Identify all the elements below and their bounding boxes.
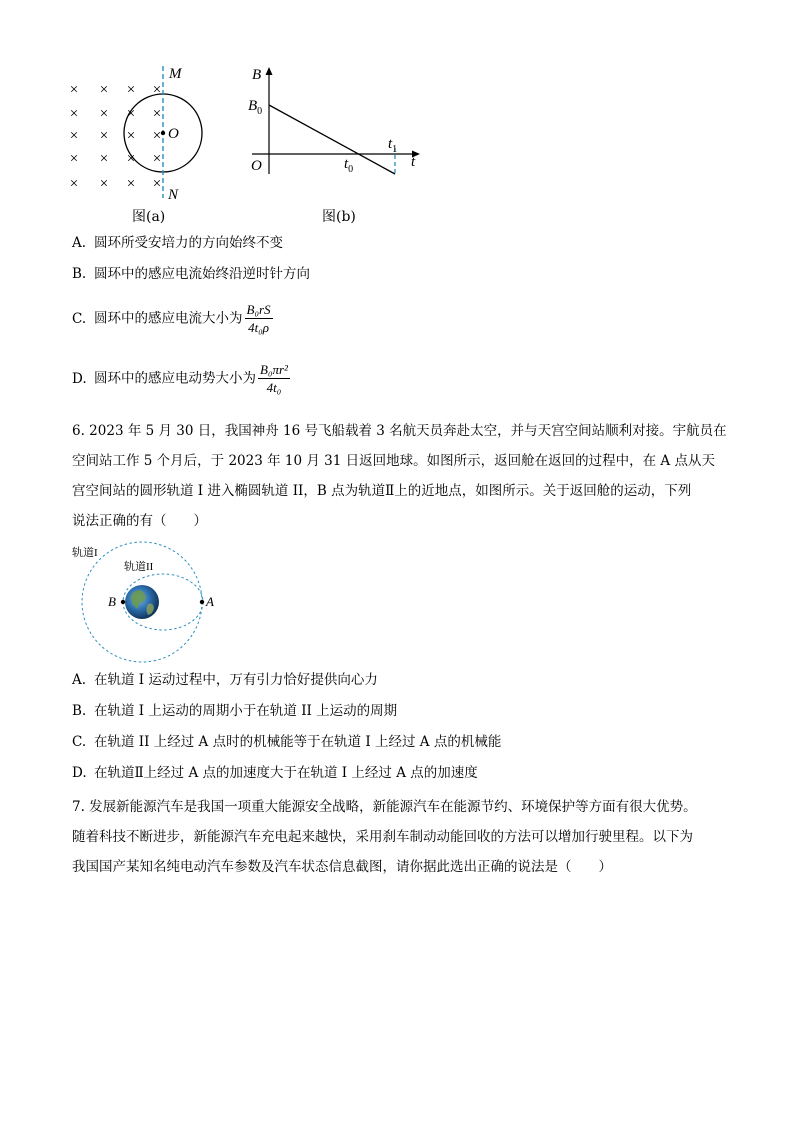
field-cross: × — [69, 176, 79, 192]
field-cross: × — [126, 82, 136, 98]
field-cross: × — [99, 82, 109, 98]
field-cross: × — [69, 151, 79, 167]
magnetic-field-crosses — [70, 82, 161, 192]
field-cross: × — [152, 151, 162, 167]
field-cross: × — [69, 82, 79, 98]
q5-option-c — [72, 301, 273, 336]
option-text: 在轨道Ⅱ上经过 A 点的加速度大于在轨道 I 上经过 A 点的加速度 — [94, 765, 478, 781]
q7-line: 随着科技不断进步，新能源汽车充电起来越快，采用刹车制动动能回收的方法可以增加行驶里程。以下为 — [72, 829, 693, 845]
label-n: N — [168, 187, 179, 203]
point-b — [121, 600, 125, 604]
origin-label: O — [251, 158, 262, 174]
q6-option-c — [72, 732, 501, 752]
q5-option-a — [72, 233, 283, 253]
figure-a-caption: 图(a) — [132, 209, 166, 225]
field-cross: × — [152, 106, 162, 122]
option-label: C. — [72, 734, 87, 750]
option-text: 圆环所受安培力的方向始终不变 — [94, 235, 283, 251]
option-label: D. — [72, 765, 87, 781]
field-cross: × — [99, 106, 109, 122]
field-cross: × — [126, 106, 136, 122]
field-cross: × — [99, 151, 109, 167]
point-a — [200, 600, 204, 604]
label-m: M — [169, 66, 182, 82]
orbit-figure — [70, 542, 230, 652]
field-cross: × — [126, 128, 136, 144]
q7-line: 7. 发展新能源汽车是我国一项重大能源安全战略，新能源汽车在能源节约、环境保护等方面有很大优势。 — [72, 799, 697, 815]
q6-option-a — [72, 670, 378, 690]
q6-line: 宫空间站的圆形轨道 I 进入椭圆轨道 II，B 点为轨道Ⅱ上的近地点，如图所示。关于返回舱的运动，下列 — [72, 483, 692, 499]
label-t1: $t_1$ — [388, 136, 398, 155]
label-b0: $B_0$ — [248, 98, 263, 117]
q6-line: 说法正确的有（ ） — [72, 513, 207, 529]
field-cross: × — [99, 128, 109, 144]
q7-line: 我国国产某知名纯电动汽车参数及汽车状态信息截图，请你据此选出正确的说法是（ ） — [72, 859, 612, 875]
label-a: A — [206, 594, 214, 609]
field-cross: × — [126, 176, 136, 192]
q6-line: 6. 2023 年 5 月 30 日，我国神舟 16 号飞船载着 3 名航天员奔赴太空，并与天宫空间站顺利对接。宇航员在 — [72, 423, 727, 439]
field-cross: × — [69, 106, 79, 122]
label-t0: $t_0$ — [344, 156, 354, 175]
center-point — [161, 131, 165, 135]
formula-numerator: B₀rS — [246, 302, 271, 317]
axis-label-t: t — [411, 154, 416, 170]
figure-b — [240, 62, 430, 182]
orbit-ii-label: 轨道II — [124, 561, 154, 573]
option-label: B. — [72, 266, 87, 282]
formula-numerator: B₀πr² — [260, 362, 288, 377]
q6-stem — [72, 416, 727, 536]
option-label: A. — [72, 235, 87, 251]
option-label: C. — [72, 310, 87, 327]
field-cross: × — [152, 128, 162, 144]
field-cross: × — [152, 82, 162, 98]
q6-option-b — [72, 701, 397, 721]
formula-denominator: 4t₀ — [266, 380, 282, 395]
field-cross: × — [99, 176, 109, 192]
label-b: B — [108, 594, 116, 609]
formula-current — [245, 301, 273, 336]
field-cross: × — [152, 176, 162, 192]
option-label: B. — [72, 703, 87, 719]
orbit-i-label: 轨道I — [72, 547, 98, 559]
formula-denominator: 4t₀ρ — [248, 320, 269, 335]
field-cross: × — [126, 151, 136, 167]
label-o: O — [168, 126, 179, 142]
option-label: D. — [72, 370, 87, 387]
formula-emf — [258, 361, 290, 396]
option-text: 在轨道 I 运动过程中，万有引力恰好提供向心力 — [94, 672, 378, 688]
option-label: A. — [72, 672, 87, 688]
option-text: 圆环中的感应电流始终沿逆时针方向 — [94, 266, 310, 282]
field-cross: × — [69, 128, 79, 144]
q5-option-b — [72, 264, 310, 284]
option-text: 在轨道 I 上运动的周期小于在轨道 II 上运动的周期 — [94, 703, 398, 719]
q5-option-d — [72, 361, 290, 396]
q6-line: 空间站工作 5 个月后，于 2023 年 10 月 31 日返回地球。如图所示，返回舱在返回的过程中，在 A 点从天 — [72, 453, 715, 469]
b-t-line — [269, 105, 398, 174]
option-text: 圆环中的感应电流大小为 — [94, 310, 243, 327]
q6-option-d — [72, 763, 478, 783]
option-text: 在轨道 II 上经过 A 点时的机械能等于在轨道 I 上经过 A 点的机械能 — [94, 734, 502, 750]
figure-b-caption: 图(b) — [322, 209, 356, 225]
option-text: 圆环中的感应电动势大小为 — [94, 370, 256, 387]
figure-a — [60, 60, 230, 210]
q7-stem — [72, 792, 722, 882]
axis-label-b: B — [252, 67, 262, 83]
b-axis-arrow — [266, 67, 273, 75]
